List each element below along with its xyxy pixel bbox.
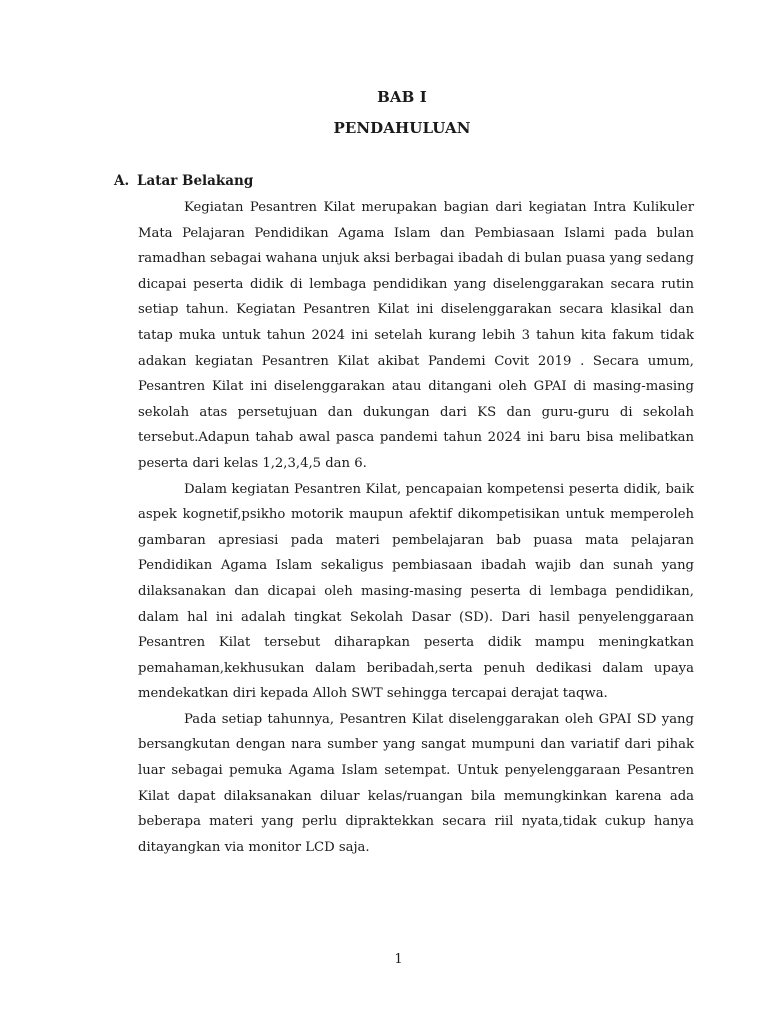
section-heading (114, 173, 253, 189)
paragraph-3: Pada setiap tahunnya, Pesantren Kilat diselenggarakan oleh GPAI SD yang bersangkutan dengan nara sumber yang sangat mumpuni dan variatif dari pihak luar sebagai pemuka Agama Islam setempat. Untuk penyelenggaraan Pesantren Kilat dapat dilaksanakan diluar kelas/ruangan bila memungkinkan karena ada beberapa materi yang perlu dipraktekkan secara riil nyata,tidak cukup hanya ditayangkan via monitor LCD saja. (138, 711, 694, 855)
section-title: Latar Belakang (137, 173, 254, 189)
paragraph-1: Kegiatan Pesantren Kilat merupakan bagian dari kegiatan Intra Kulikuler Mata Pelajaran Pendidikan Agama Islam dan Pembiasaan Islami pada bulan ramadhan sebagai wahana unjuk aksi berbagai ibadah di bulan puasa yang sedang dicapai peserta didik di lembaga pendidikan yang diselenggarakan secara rutin setiap tahun. Kegiatan Pesantren Kilat ini diselenggarakan secara klasikal dan tatap muka untuk tahun 2024 ini setelah kurang lebih 3 tahun kita fakum tidak adakan kegiatan Pesantren Kilat akibat Pandemi Covit 2019 . Secara umum, Pesantren Kilat ini diselenggarakan atau ditangani oleh GPAI di masing-masing sekolah atas persetujuan dan dukungan dari KS dan guru-guru di sekolah tersebut.Adapun tahab awal pasca pandemi tahun 2024 ini baru bisa melibatkan peserta dari kelas 1,2,3,4,5 dan 6. (138, 200, 694, 471)
chapter-title: PENDAHULUAN (333, 119, 471, 137)
section-marker: A. (114, 173, 130, 189)
chapter-number: BAB I (377, 88, 427, 106)
page-number: 1 (394, 952, 403, 967)
section-body (138, 195, 694, 860)
paragraph-2: Dalam kegiatan Pesantren Kilat, pencapaian kompetensi peserta didik, baik aspek kognetif,psikho motorik maupun afektif dikompetisikan untuk memperoleh gambaran apresiasi pada materi pembelajaran bab puasa mata pelajaran Pendidikan Agama Islam sekaligus pembiasaan ibadah wajib dan sunah yang dilaksanakan dan dicapai oleh masing-masing peserta di lembaga pendidikan, dalam hal ini adalah tingkat Sekolah Dasar (SD). Dari hasil penyelenggaraan Pesantren Kilat tersebut diharapkan peserta didik mampu meningkatkan pemahaman,kekhusukan dalam beribadah,serta penuh dedikasi dalam upaya mendekatkan diri kepada Alloh SWT sehingga tercapai derajat taqwa. (138, 481, 694, 702)
